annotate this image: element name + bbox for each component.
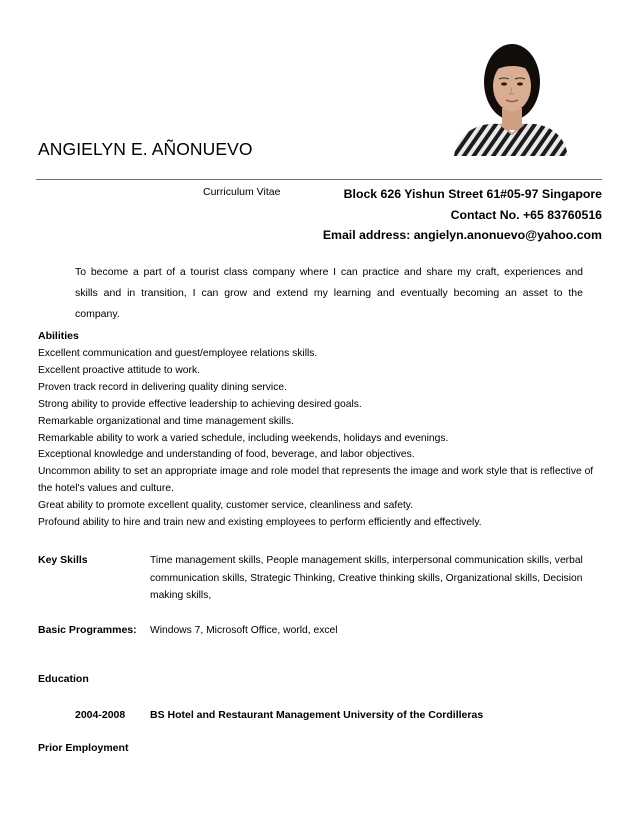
phone-line: Contact No. +65 83760516 xyxy=(450,207,602,222)
ability-item: Profound ability to hire and train new and existing employees to perform efficiently and effectively. xyxy=(38,517,482,529)
abilities-heading: Abilities xyxy=(38,330,79,342)
ability-item: Excellent communication and guest/employee relations skills. xyxy=(38,348,318,359)
cv-label: Curriculum Vitae xyxy=(203,186,281,198)
education-year: 2004-2008 xyxy=(75,709,126,721)
email-line: Email address: angielyn.anonuevo@yahoo.com xyxy=(322,228,602,242)
ability-item: Exceptional knowledge and understanding of food, beverage, and labor objectives. xyxy=(38,449,415,461)
abilities-list xyxy=(38,346,598,532)
ability-item: Uncommon ability to set an appropriate image and role model that represents the image and work style that is reflective of the hotel's values and culture. xyxy=(38,466,594,495)
career-objective: To become a part of a tourist class company where I can practice and share my craft, experiences and skills and in transition, I can grow and extend my learning and eventually becoming an asset to the company. xyxy=(75,266,583,320)
ability-item: Excellent proactive attitude to work. xyxy=(38,364,200,376)
education-heading: Education xyxy=(38,673,89,685)
basic-programmes-label: Basic Programmes: xyxy=(38,624,137,636)
basic-programmes-value: Windows 7, Microsoft Office, world, excel xyxy=(150,625,338,636)
profile-photo-icon xyxy=(452,30,569,156)
key-skills-label: Key Skills xyxy=(38,554,88,566)
ability-item: Great ability to promote excellent quality, customer service, cleanliness and safety. xyxy=(38,500,414,512)
ability-item: Proven track record in delivering quality dining service. xyxy=(38,381,287,393)
ability-item: Remarkable organizational and time management skills. xyxy=(38,415,294,427)
header-divider xyxy=(36,179,602,180)
candidate-name: ANGIELYN E. AÑONUEVO xyxy=(38,139,253,159)
prior-employment-heading: Prior Employment xyxy=(38,742,129,754)
ability-item: Strong ability to provide effective leadership to achieving desired goals. xyxy=(38,398,362,410)
contact-block xyxy=(323,184,602,246)
key-skills-value: Time management skills, People management skills, interpersonal communication skills, verbal communication skills, Strategic Thinking, Creative thinking skills, Organizational skills, Decision making skills, xyxy=(150,555,583,601)
ability-item: Remarkable ability to work a varied schedule, including weekends, holidays and evenings. xyxy=(38,432,449,444)
education-degree: BS Hotel and Restaurant Management University of the Cordilleras xyxy=(150,709,484,721)
address-line: Block 626 Yishun Street 61#05-97 Singapore xyxy=(343,187,602,201)
